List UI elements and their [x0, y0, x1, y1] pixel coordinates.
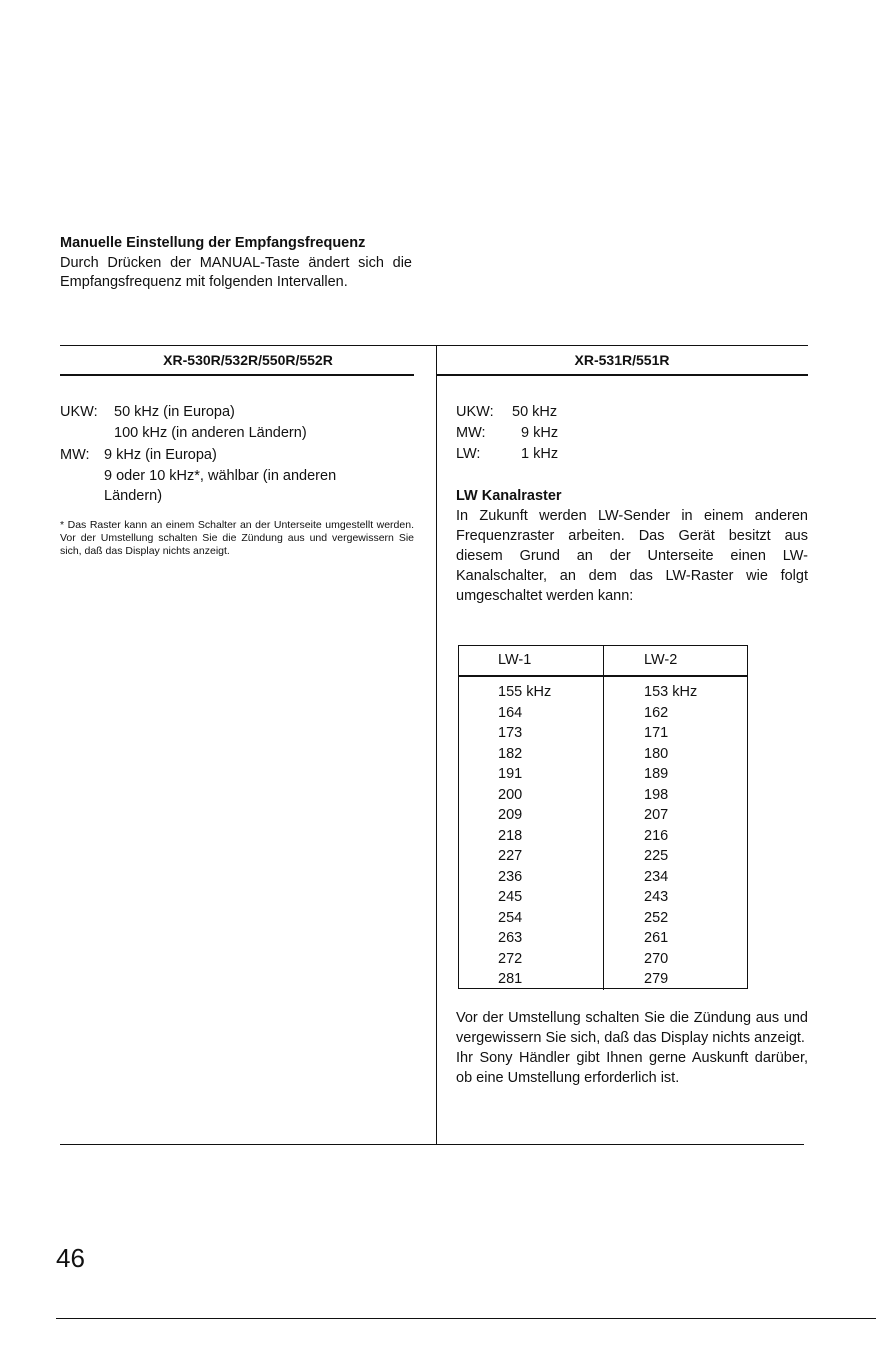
- cell-lw2: 261: [644, 930, 669, 946]
- mw-value-selectable: 9 oder 10 kHz*, wählbar (in anderen: [104, 468, 337, 484]
- table-row: [458, 723, 748, 744]
- rc-ukw-label: UKW:: [456, 404, 494, 420]
- page-number: 46: [56, 1243, 85, 1273]
- cell-lw1: 155 kHz: [458, 676, 604, 703]
- cell-lw1: 272: [458, 949, 604, 970]
- lw-paragraph: In Zukunft werden LW-Sender in einem anderen Frequenzraster arbeiten. Das Gerät besitzt aus diesem Grund an der Unterseite einen LW-Kanalschalter, an dem das LW-Raster wie folgt umgeschaltet werden kann:: [456, 508, 808, 604]
- table-row: [458, 744, 748, 765]
- cell-lw1: 164: [458, 703, 604, 724]
- cell-lw2: 252: [644, 909, 669, 926]
- cell-lw1: 191: [458, 764, 604, 785]
- lw-channel-table: [458, 645, 748, 990]
- cell-lw1: 218: [458, 826, 604, 847]
- table-row: [458, 703, 748, 724]
- rc-mw-label: MW:: [456, 425, 486, 441]
- cell-lw2: 162: [644, 704, 669, 721]
- cell-lw1: 263: [458, 928, 604, 949]
- mw-label: MW:: [60, 447, 90, 463]
- table-row: [458, 908, 748, 929]
- table-header-lw2: LW-2: [604, 645, 749, 676]
- closing-section: [456, 1008, 808, 1088]
- cell-lw1: 173: [458, 723, 604, 744]
- cell-lw2: 225: [644, 848, 669, 864]
- cell-lw2: 216: [644, 827, 669, 844]
- header-rule-left: [60, 374, 414, 376]
- cell-lw2: 279: [644, 971, 669, 987]
- rc-lw-value: 1 kHz: [521, 446, 559, 462]
- footer-rule: [56, 1318, 876, 1319]
- table-row: [458, 949, 748, 970]
- table-row: [458, 805, 748, 826]
- ukw-value-europe: 50 kHz (in Europa): [114, 404, 235, 420]
- cell-lw2: 198: [644, 786, 669, 803]
- cell-lw2: 207: [644, 807, 669, 823]
- cell-lw1: 182: [458, 744, 604, 765]
- mw-value-europe: 9 kHz (in Europa): [104, 447, 217, 463]
- table-row: [458, 826, 748, 847]
- section-heading: Manuelle Einstellung der Empfangsfrequenz: [60, 235, 366, 251]
- table-row: [458, 785, 748, 806]
- header-rule-right: [436, 374, 808, 376]
- cell-lw2: 243: [644, 889, 669, 905]
- rc-ukw-value: 50 kHz: [512, 404, 558, 420]
- ukw-label: UKW:: [60, 404, 98, 420]
- table-row: [458, 887, 748, 908]
- cell-lw2: 180: [644, 745, 669, 762]
- cell-lw2: 153 kHz: [644, 684, 698, 700]
- cell-lw2: 189: [644, 766, 669, 782]
- mw-value-countries: Ländern): [104, 488, 163, 504]
- cell-lw1: 281: [458, 969, 604, 990]
- table-row: [458, 846, 748, 867]
- rc-mw-value: 9 kHz: [521, 425, 559, 441]
- table-header-lw1: LW-1: [458, 645, 604, 676]
- footnote: * Das Raster kann an einem Schalter an der Unterseite umgestellt werden. Vor der Umstellung schalten Sie die Zündung aus und vergewissern Sie sich, daß das Display nichts anzeigt.: [60, 519, 414, 557]
- column-divider: [436, 345, 437, 1145]
- table-row: [458, 928, 748, 949]
- left-column-header: XR-530R/532R/550R/552R: [163, 352, 333, 368]
- cell-lw1: 200: [458, 785, 604, 806]
- rc-lw-label: LW:: [456, 446, 481, 462]
- cell-lw2: 234: [644, 868, 669, 885]
- table-row: [458, 764, 748, 785]
- intro-section: [60, 234, 412, 293]
- cell-lw1: 245: [458, 887, 604, 908]
- top-rule: [60, 345, 808, 346]
- lw-heading: LW Kanalraster: [456, 488, 562, 504]
- closing-paragraph-1: Vor der Umstellung schalten Sie die Zündung aus und vergewissern Sie sich, daß das Display nichts anzeigt.: [456, 1010, 808, 1046]
- ukw-value-other: 100 kHz (in anderen Ländern): [114, 425, 307, 441]
- cell-lw1: 227: [458, 846, 604, 867]
- table-row: [458, 969, 748, 990]
- bottom-rule: [60, 1144, 804, 1145]
- right-column-header: XR-531R/551R: [574, 352, 670, 368]
- cell-lw2: 270: [644, 950, 669, 967]
- table-row: [458, 867, 748, 888]
- table-row: [458, 676, 748, 703]
- intro-paragraph: Durch Drücken der MANUAL-Taste ändert sich die Empfangsfrequenz mit folgenden Intervallen.: [60, 254, 412, 290]
- cell-lw1: 209: [458, 805, 604, 826]
- closing-paragraph-2: Ihr Sony Händler gibt Ihnen gerne Auskunft darüber, ob eine Umstellung erforderlich ist.: [456, 1050, 808, 1086]
- cell-lw2: 171: [644, 725, 669, 741]
- cell-lw1: 236: [458, 867, 604, 888]
- cell-lw1: 254: [458, 908, 604, 929]
- lw-section: [456, 486, 808, 606]
